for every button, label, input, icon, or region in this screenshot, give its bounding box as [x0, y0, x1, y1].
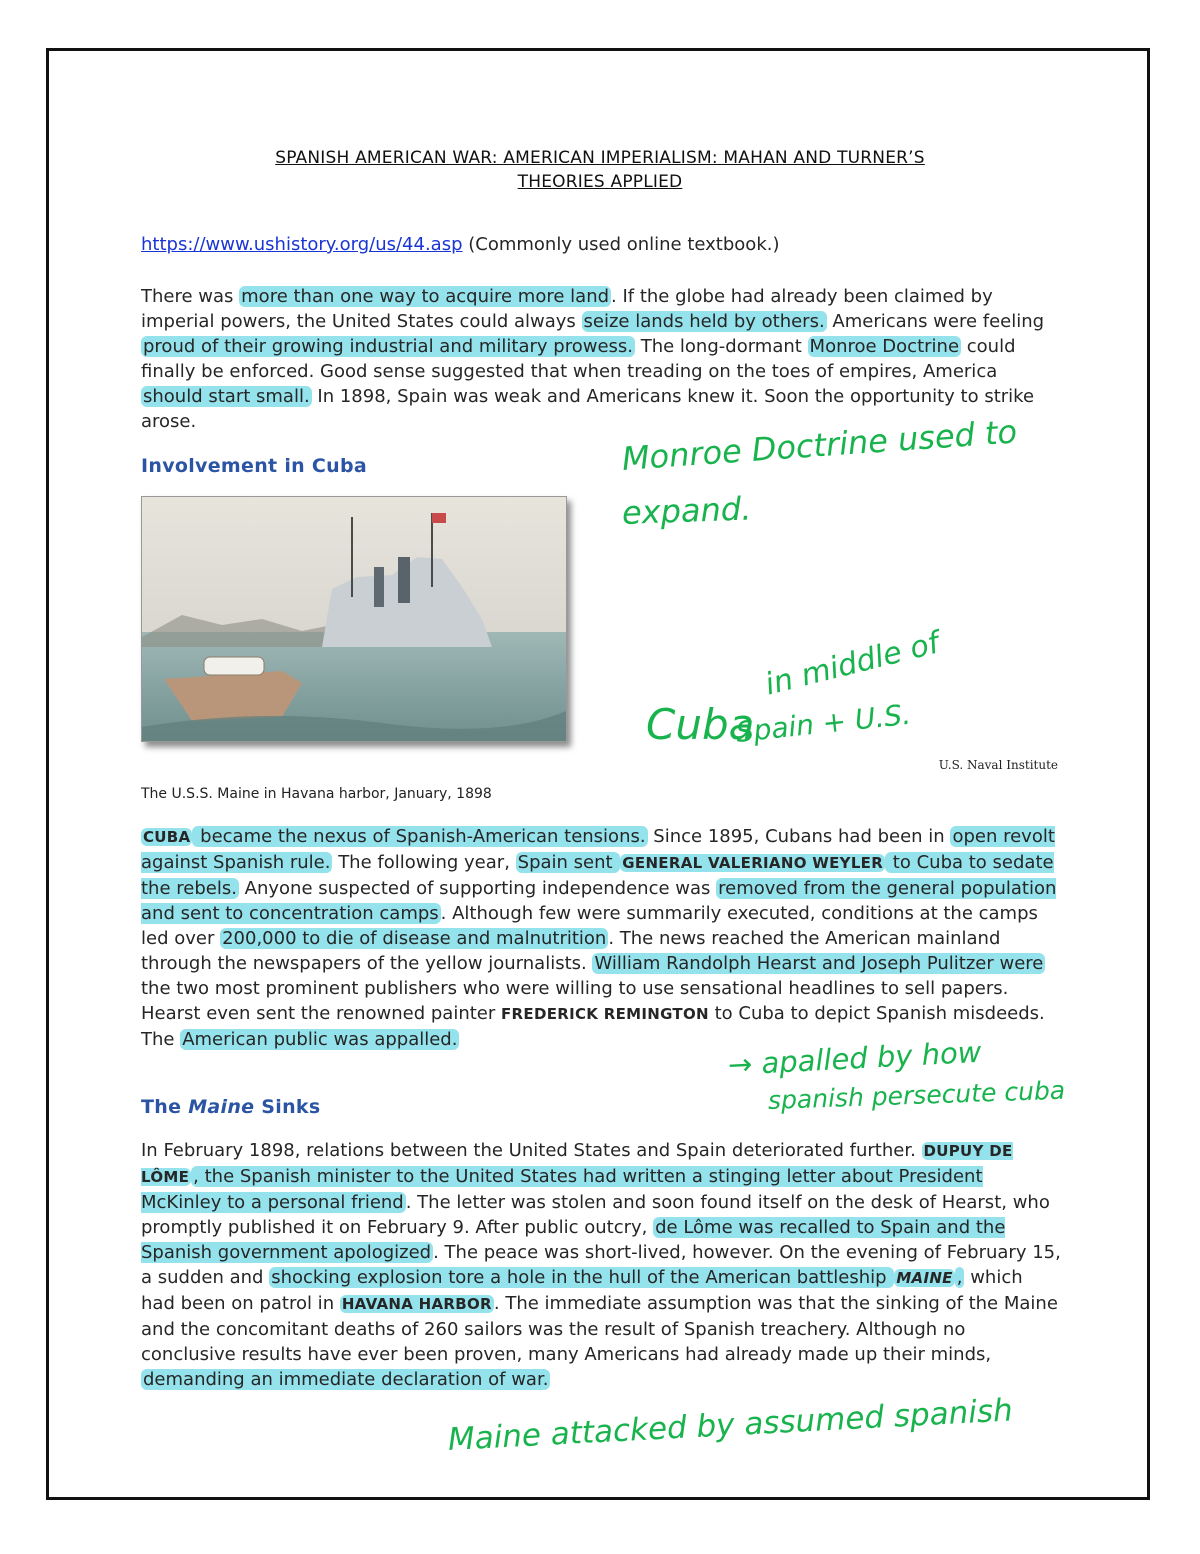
source-note: (Commonly used online textbook.): [462, 234, 780, 255]
highlight: proud of their growing industrial and military prowess.: [143, 336, 633, 357]
highlight: Monroe Doctrine: [809, 336, 960, 357]
highlight: removed from the general population and sent to concentration camps: [141, 878, 1057, 924]
handwritten-note-persecute: spanish persecute cuba: [767, 1075, 1066, 1115]
highlight: to Cuba to sedate the rebels.: [141, 852, 1054, 899]
handwritten-note-appalled: → apalled by how: [727, 1034, 983, 1082]
image-caption: The U.S.S. Maine in Havana harbor, January, 1898: [141, 786, 492, 802]
section-heading-maine: The Maine Sinks: [141, 1096, 321, 1118]
highlight: de Lôme was recalled to Spain and the Spanish government apologized: [141, 1217, 1006, 1263]
highlight: seize lands held by others.: [583, 311, 825, 332]
section-heading-cuba: Involvement in Cuba: [141, 455, 367, 477]
handwritten-note-spain-us: Spain + U.S.: [734, 697, 913, 749]
highlight: should start small.: [143, 386, 310, 407]
highlight: HAVANA HARBOR: [341, 1295, 492, 1313]
highlight: MAINE: [896, 1269, 953, 1287]
image-credit: U.S. Naval Institute: [938, 758, 1058, 772]
source-line: [141, 232, 1061, 257]
highlight: William Randolph Hearst and Joseph Pulitzer were: [594, 953, 1044, 974]
handwritten-note-middle: in middle of: [761, 625, 943, 703]
title-line-1: SPANISH AMERICAN WAR: AMERICAN IMPERIALISM: MAHAN AND TURNER’S: [275, 148, 925, 168]
highlight: DUPUY DE LÔME: [141, 1142, 1013, 1186]
highlight: GENERAL VALERIANO WEYLER: [622, 854, 884, 872]
intro-paragraph: There was more than one way to acquire more land . If the globe had already been claimed by imperial powers, the United States could always seize lands held by others. Americans were feeling proud of their growing industrial and military prowess. The long-dormant Monroe Doctrine could finally be enforced. Good sense suggested that when treading on the toes of empires, America should start small. In 1898, Spain was weak and Americans knew it. Soon the opportunity to strike arose.: [141, 286, 1045, 432]
source-link[interactable]: https://www.ushistory.org/us/44.asp: [141, 234, 463, 255]
handwritten-note-expand: expand.: [621, 489, 752, 532]
handwritten-note-monroe: Monroe Doctrine used to: [620, 412, 1019, 478]
highlight: 200,000 to die of disease and malnutrition: [222, 928, 607, 949]
title-line-2: THEORIES APPLIED: [517, 172, 683, 192]
highlight: ,: [956, 1267, 963, 1288]
highlight: American public was appalled.: [182, 1029, 458, 1050]
handwritten-note-maine-attacked: Maine attacked by assumed spanish: [447, 1392, 1014, 1458]
highlight: Spain sent: [517, 852, 619, 873]
highlight: , the Spanish minister to the United States had written a stinging letter about President McKinley to a personal friend: [141, 1166, 983, 1213]
ship-illustration: [142, 497, 566, 741]
uss-maine-painting: [141, 496, 567, 742]
highlight: demanding an immediate declaration of war.: [143, 1369, 549, 1390]
maine-paragraph: In February 1898, relations between the United States and Spain deteriorated further. DUPUY DE LÔME , the Spanish minister to the United States had written a stinging letter about President McKinley to a personal friend . The letter was stolen and soon found itself on the desk of Hearst, who promptly published it on February 9. After public outcry, de Lôme was recalled to Spain and the Spanish government apologized . The peace was short-lived, however. On the evening of February 15, a sudden and shocking explosion tore a hole in the hull of the American battleship MAINE , which had been on patrol in HAVANA HARBOR . The immediate assumption was that the sinking of the Maine and the concomitant deaths of 260 sailors was the result of Spanish treachery. Although no conclusive results have ever been proven, many Americans had already made up their minds, demanding an immediate declaration of war.: [141, 1140, 1061, 1390]
highlight: CUBA: [143, 828, 191, 846]
document-title: [120, 146, 1080, 194]
cuba-paragraph: CUBA became the nexus of Spanish-American tensions. Since 1895, Cubans had been in open revolt against Spanish rule. The following year, Spain sent GENERAL VALERIANO WEYLER to Cuba to sedate the rebels. Anyone suspected of supporting independence was removed from the general population and sent to concentration camps . Although few were summarily executed, conditions at the camps led over 200,000 to die of disease and malnutrition . The news reached the American mainland through the newspapers of the yellow journalists. William Randolph Hearst and Joseph Pulitzer were the two most prominent publishers who were willing to use sensational headlines to sell papers. Hearst even sent the renowned painter FREDERICK REMINGTON to Cuba to depict Spanish misdeeds. The American public was appalled.: [141, 826, 1057, 1050]
highlight: more than one way to acquire more land: [241, 286, 610, 307]
highlight: became the nexus of Spanish-American tensions.: [194, 826, 646, 847]
highlight: shocking explosion tore a hole in the hull of the American battleship: [271, 1267, 893, 1288]
highlight: open revolt against Spanish rule.: [141, 826, 1055, 873]
handwritten-note-cuba: Cuba: [646, 700, 755, 749]
